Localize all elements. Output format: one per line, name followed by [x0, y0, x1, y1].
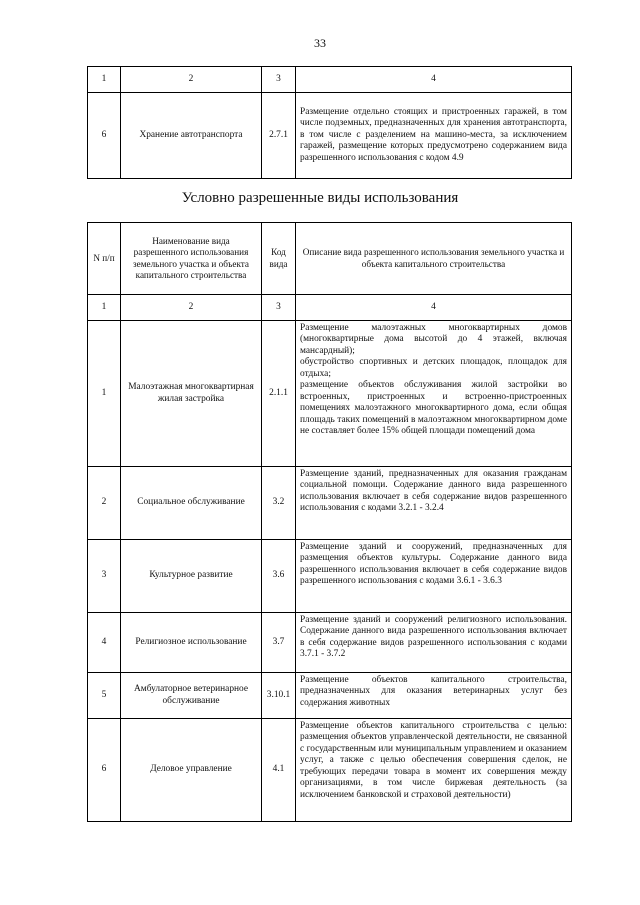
use-description: Размещение зданий и сооружений, предназначенных для размещения объектов культуры. Содержание данного вида разрешенного использования включает в себя содержание видов разрешенного использования с кодами 3.6.1 - 3.6.3	[296, 540, 572, 613]
row-number: 5	[88, 673, 121, 719]
row-number: 2	[88, 467, 121, 540]
conditional-uses-table	[87, 222, 572, 822]
use-name: Религиозное использование	[121, 613, 262, 673]
use-name: Хранение автотранспорта	[121, 93, 262, 179]
use-code: 2.7.1	[262, 93, 296, 179]
use-name: Культурное развитие	[121, 540, 262, 613]
row-number: 6	[88, 719, 121, 822]
index-cell: 1	[88, 295, 121, 321]
index-cell: 2	[121, 295, 262, 321]
page-number: 33	[314, 36, 326, 50]
table-row	[88, 93, 572, 179]
use-name: Амбулаторное ветеринарное обслуживание	[121, 673, 262, 719]
index-cell: 3	[262, 295, 296, 321]
header-code: Код вида	[262, 223, 296, 295]
use-code: 3.10.1	[262, 673, 296, 719]
use-description: Размещение отдельно стоящих и пристроенных гаражей, в том числе подземных, предназначенных для хранения автотранспорта, в том числе с разделением на машино-места, за исключением гаражей, размещение которых предусмотрено содержанием вида разрешенного использования с кодом 4.9	[296, 93, 572, 179]
use-code: 3.6	[262, 540, 296, 613]
use-name: Деловое управление	[121, 719, 262, 822]
use-description: Размещение зданий, предназначенных для оказания гражданам социальной помощи. Содержание данного вида разрешенного использования включает в себя содержание видов разрешенного использования с кодами 3.2.1 - 3.2.4	[296, 467, 572, 540]
index-cell: 4	[296, 67, 572, 93]
header-description: Описание вида разрешенного использования земельного участка и объекта капитального строительства	[296, 223, 572, 295]
use-description: Размещение малоэтажных многоквартирных домов (многоквартирные дома высотой до 4 этажей, включая мансардный); обустройство спортивных и детских площадок, площадок для отдыха; размещение объектов обслуживания жилой застройки во встроенных, пристроенных и встроенно-пристроенных помещениях малоэтажного многоквартирного дома, если общая площадь таких помещений в малоэтажном многоквартирном доме не составляет более 15% общей площади помещений дома	[296, 321, 572, 467]
section-heading: Условно разрешенные виды использования	[181, 190, 459, 206]
table-row	[88, 613, 572, 673]
use-code: 3.7	[262, 613, 296, 673]
table-row	[88, 321, 572, 467]
index-cell: 1	[88, 67, 121, 93]
table-header-row	[88, 223, 572, 295]
row-number: 3	[88, 540, 121, 613]
index-cell: 2	[121, 67, 262, 93]
header-name: Наименование вида разрешенного использования земельного участка и объекта капитального строительства	[121, 223, 262, 295]
permitted-uses-table-continuation	[87, 66, 572, 179]
table-index-row	[88, 67, 572, 93]
use-name: Социальное обслуживание	[121, 467, 262, 540]
table-row	[88, 719, 572, 822]
use-description: Размещение объектов капитального строительства с целью: размещения объектов управленческой деятельности, не связанной с государственным или муниципальным управлением и оказанием услуг, а также с целью обеспечения совершения сделок, не требующих передачи товара в момент их совершения между организациями, в том числе биржевая деятельность (за исключением банковской и страховой деятельности)	[296, 719, 572, 822]
use-code: 4.1	[262, 719, 296, 822]
index-cell: 3	[262, 67, 296, 93]
use-description: Размещение объектов капитального строительства, предназначенных для оказания ветеринарных услуг без содержания животных	[296, 673, 572, 719]
use-code: 3.2	[262, 467, 296, 540]
row-number: 6	[88, 93, 121, 179]
table-index-row	[88, 295, 572, 321]
table-row	[88, 673, 572, 719]
table-row	[88, 540, 572, 613]
use-code: 2.1.1	[262, 321, 296, 467]
use-name: Малоэтажная многоквартирная жилая застройка	[121, 321, 262, 467]
row-number: 4	[88, 613, 121, 673]
use-description: Размещение зданий и сооружений религиозного использования. Содержание данного вида разрешенного использования включает в себя содержание видов разрешенного использования с кодами 3.7.1 - 3.7.2	[296, 613, 572, 673]
header-number: N п/п	[88, 223, 121, 295]
row-number: 1	[88, 321, 121, 467]
table-row	[88, 467, 572, 540]
index-cell: 4	[296, 295, 572, 321]
